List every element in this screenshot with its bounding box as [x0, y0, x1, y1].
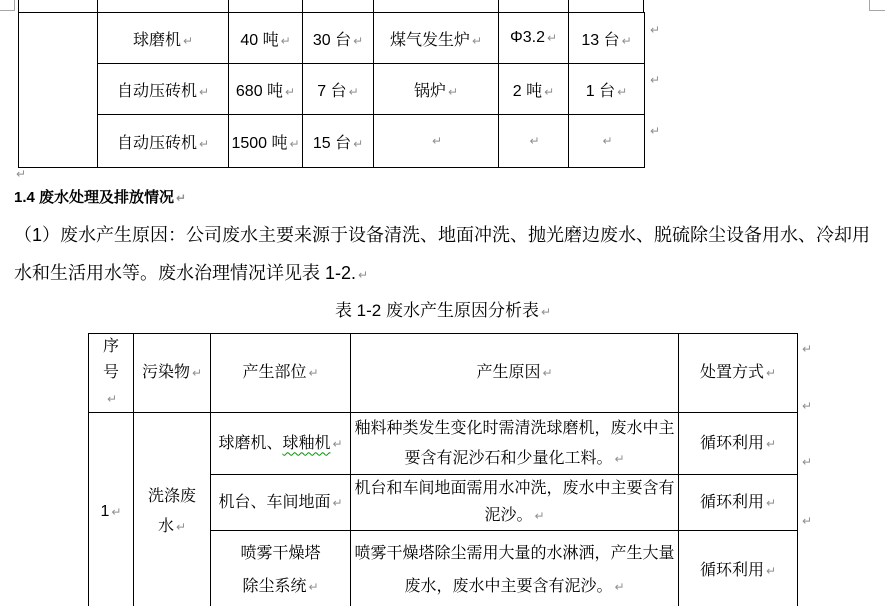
pollutant-cell: 洗涤废水 ↵	[134, 413, 211, 606]
serial-cell: 1 ↵	[89, 413, 134, 606]
pilcrow-icon: ↵	[175, 519, 187, 534]
text-boundary-corner-right-icon	[869, 0, 885, 11]
equipment-qty-cell: 30 台 ↵	[303, 13, 374, 64]
equipment-qty-cell: 15 台 ↵	[303, 115, 374, 168]
disposal-cell: 循环利用 ↵	[679, 413, 798, 475]
equipment-spec-cell: 1500 吨 ↵	[229, 115, 303, 168]
pilcrow-icon: ↵	[353, 33, 364, 48]
empty-cell	[499, 115, 569, 168]
empty-merged-cell	[19, 13, 98, 168]
table-row	[19, 13, 645, 64]
equipment-name-cell: 自动压砖机 ↵	[98, 115, 229, 168]
table-row	[19, 64, 645, 115]
pilcrow-icon: ↵	[765, 366, 777, 380]
table-row	[19, 115, 645, 168]
cause-cell: 机台和车间地面需用水冲洗，废水中主要含有泥沙。 ↵	[351, 475, 679, 531]
pilcrow-icon: ↵	[198, 136, 210, 151]
header-disposal-cell: 处置方式 ↵	[679, 334, 798, 413]
equipment-qty-cell: 1 台 ↵	[569, 64, 645, 115]
pilcrow-icon: ↵	[650, 73, 661, 87]
text-boundary-corner-left-icon	[0, 0, 15, 11]
equipment-name-cell: 锅炉 ↵	[374, 64, 499, 115]
pilcrow-icon: ↵	[431, 134, 443, 148]
pilcrow-icon: ↵	[529, 134, 540, 148]
pilcrow-icon: ↵	[447, 84, 459, 99]
pilcrow-icon: ↵	[614, 580, 625, 594]
header-location-cell: 产生部位 ↵	[211, 334, 351, 413]
pilcrow-icon: ↵	[621, 33, 632, 48]
header-cause-cell: 产生原因 ↵	[351, 334, 679, 413]
location-cell: 球磨机、球釉机 ↵	[211, 413, 351, 475]
pilcrow-icon: ↵	[765, 436, 777, 451]
pilcrow-icon: ↵	[540, 305, 552, 319]
cause-cell: 喷雾干燥塔除尘需用大量的水淋洒，产生大量废水，废水中主要含有泥沙。 ↵	[351, 531, 679, 606]
pilcrow-icon: ↵	[765, 495, 777, 510]
pilcrow-icon: ↵	[542, 366, 553, 380]
disposal-cell: 循环利用 ↵	[679, 475, 798, 531]
pilcrow-icon: ↵	[650, 23, 661, 37]
header-pollutant-cell: 污染物 ↵	[134, 334, 211, 413]
pilcrow-icon: ↵	[182, 33, 194, 48]
table-caption: 表 1-2 废水产生原因分析表 ↵	[334, 301, 552, 320]
empty-cell	[374, 115, 499, 168]
pilcrow-icon: ↵	[280, 33, 291, 48]
header-serial-cell: 序号↵	[89, 334, 134, 413]
pilcrow-icon: ↵	[546, 31, 558, 45]
pilcrow-icon: ↵	[534, 509, 545, 523]
pilcrow-icon: ↵	[358, 268, 369, 282]
grammar-flagged-text: 球釉机	[282, 434, 331, 452]
cause-cell: 釉料种类发生变化时需清洗球磨机，废水中主要含有泥沙石和少量化工料。 ↵	[351, 413, 679, 475]
equipment-qty-cell: 7 台 ↵	[303, 64, 374, 115]
pilcrow-icon: ↵	[765, 563, 777, 578]
empty-cell	[569, 115, 645, 168]
wastewater-table	[88, 333, 798, 606]
pilcrow-icon: ↵	[802, 455, 813, 469]
table-header-row	[89, 334, 798, 413]
pilcrow-icon: ↵	[308, 366, 319, 380]
pilcrow-icon: ↵	[191, 366, 203, 380]
pilcrow-icon: ↵	[617, 84, 628, 99]
pilcrow-icon: ↵	[198, 84, 210, 99]
equipment-spec-cell: Φ3.2 ↵	[499, 13, 569, 64]
section-heading: 1.4 废水处理及排放情况 ↵	[14, 189, 187, 206]
pilcrow-icon: ↵	[802, 342, 813, 356]
pilcrow-icon: ↵	[285, 84, 296, 99]
pilcrow-icon: ↵	[650, 124, 661, 138]
pilcrow-icon: ↵	[16, 167, 27, 181]
location-cell: 喷雾干燥塔除尘系统 ↵	[211, 531, 351, 606]
pilcrow-icon: ↵	[614, 451, 625, 466]
pilcrow-icon: ↵	[802, 399, 813, 413]
pilcrow-icon: ↵	[308, 580, 319, 594]
pilcrow-icon: ↵	[332, 436, 343, 451]
equipment-table	[18, 12, 645, 168]
disposal-cell: 循环利用 ↵	[679, 531, 798, 606]
pilcrow-icon: ↵	[471, 33, 483, 48]
location-cell: 机台、车间地面 ↵	[211, 475, 351, 531]
equipment-qty-cell: 13 台 ↵	[569, 13, 645, 64]
pilcrow-icon: ↵	[106, 392, 118, 406]
pilcrow-icon: ↵	[348, 84, 359, 99]
table-row	[89, 413, 798, 475]
equipment-name-cell: 自动压砖机 ↵	[98, 64, 229, 115]
pilcrow-icon: ↵	[289, 136, 300, 151]
equipment-spec-cell: 2 吨 ↵	[499, 64, 569, 115]
pilcrow-icon: ↵	[353, 136, 364, 151]
equipment-spec-cell: 680 吨 ↵	[229, 64, 303, 115]
pilcrow-icon: ↵	[111, 504, 122, 519]
pilcrow-icon: ↵	[176, 191, 187, 205]
body-paragraph: （1）废水产生原因：公司废水主要来源于设备清洗、地面冲洗、抛光磨边废水、脱硫除尘设备用水、冷却用水和生活用水等。废水治理情况详见表 1-2. ↵	[14, 225, 871, 283]
equipment-name-cell: 球磨机 ↵	[98, 13, 229, 64]
equipment-name-cell: 煤气发生炉 ↵	[374, 13, 499, 64]
pilcrow-icon: ↵	[332, 495, 343, 510]
pilcrow-icon: ↵	[602, 134, 613, 148]
pilcrow-icon: ↵	[802, 514, 813, 528]
equipment-spec-cell: 40 吨 ↵	[229, 13, 303, 64]
pilcrow-icon: ↵	[544, 84, 555, 99]
